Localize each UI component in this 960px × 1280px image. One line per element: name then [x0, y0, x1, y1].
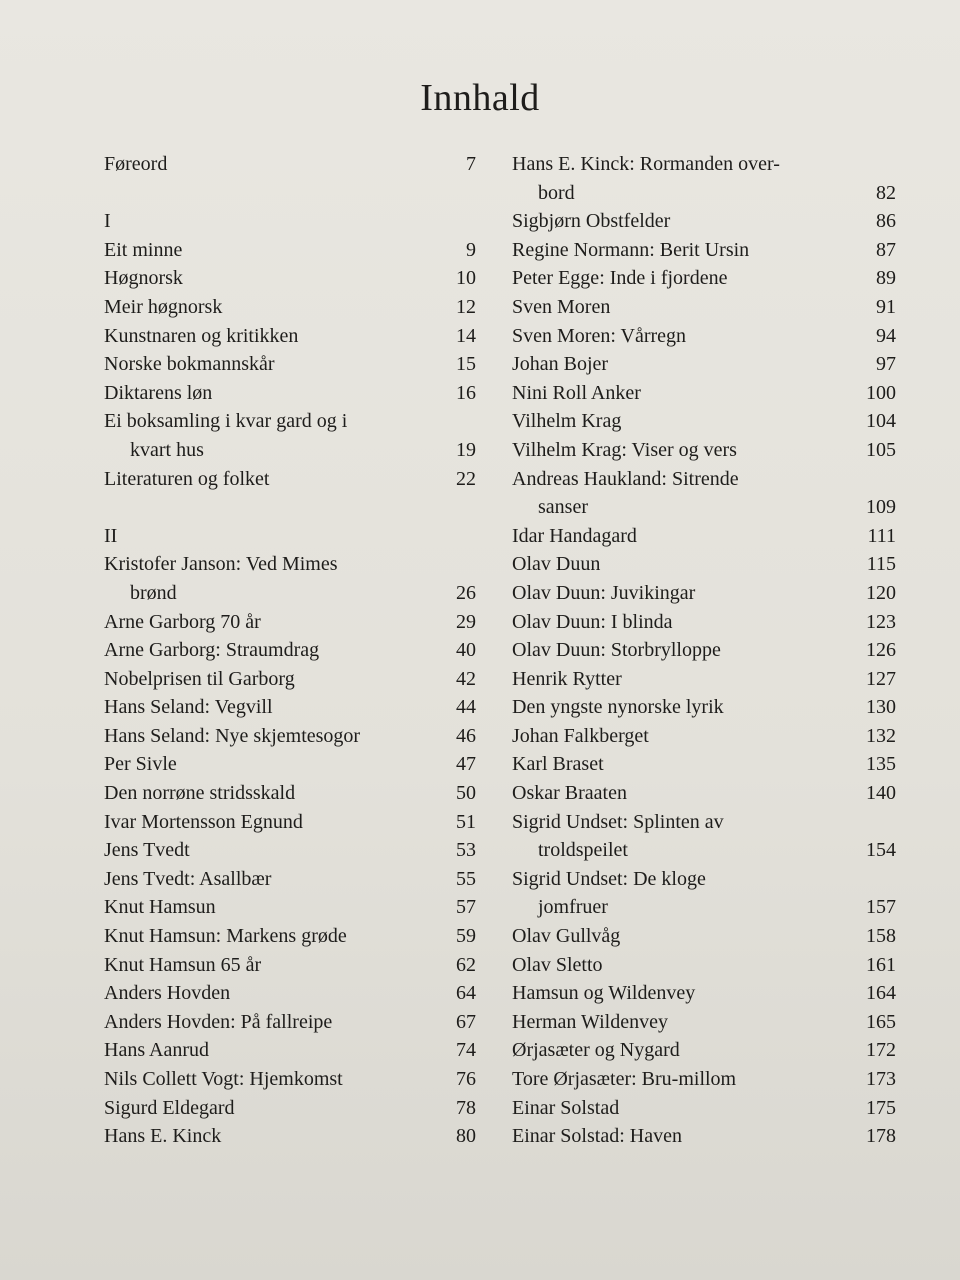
toc-entry: [512, 493, 896, 522]
toc-entry-page: 26: [456, 581, 476, 604]
toc-entry: [512, 722, 896, 751]
toc-entry-page: 10: [456, 267, 476, 290]
toc-entry: [512, 865, 896, 894]
toc-entry-page: 130: [866, 696, 896, 719]
toc-entry-title: Ørjasæter og Nygard: [512, 1039, 680, 1062]
toc-entry-page: 7: [466, 153, 476, 175]
toc-entry: [512, 836, 896, 865]
toc-entry: [104, 1065, 476, 1094]
toc-entry-page: 135: [866, 753, 896, 776]
toc-entry-title: Ei boksamling i kvar gard og i: [104, 410, 348, 433]
toc-entry-title: Sigurd Eldegard: [104, 1096, 235, 1119]
toc-entry-title: troldspeilet: [538, 839, 628, 862]
toc-entry: [512, 979, 896, 1008]
toc-entry-title: Knut Hamsun 65 år: [104, 953, 262, 976]
toc-entry-title: Meir høgnorsk: [104, 295, 223, 318]
toc-entry-page: 44: [456, 696, 476, 719]
toc-entry: [104, 1008, 476, 1037]
toc-entry-title: Sigrid Undset: Splinten av: [512, 810, 724, 833]
toc-entry: [512, 608, 896, 637]
toc-entry-title: Kristofer Janson: Ved Mimes: [104, 553, 338, 576]
toc-entry-title: jomfruer: [538, 896, 608, 919]
toc-entry-title: Idar Handagard: [512, 524, 637, 547]
toc-entry-page: 12: [456, 295, 476, 318]
toc-entry-title: Hans Seland: Vegvill: [104, 696, 273, 719]
toc-spacer: [104, 493, 476, 522]
toc-entry-page: 51: [456, 810, 476, 833]
toc-entry: [104, 579, 476, 608]
toc-entry: [104, 636, 476, 665]
toc-entry-title: Nini Roll Anker: [512, 381, 641, 404]
toc-entry-title: Herman Wildenvey: [512, 1010, 668, 1033]
toc-entry: [512, 1094, 896, 1123]
toc-entry-page: 14: [456, 324, 476, 347]
toc-entry-page: 40: [456, 639, 476, 662]
toc-entry-title: Arne Garborg 70 år: [104, 610, 261, 633]
toc-entry-page: 105: [866, 438, 896, 461]
toc-entry: [512, 436, 896, 465]
toc-entry-title: Diktarens løn: [104, 381, 213, 404]
toc-entry: [104, 150, 476, 179]
toc-entry-page: 22: [456, 467, 476, 490]
toc-entry-page: 109: [866, 496, 896, 519]
toc-entry-title: Literaturen og folket: [104, 467, 270, 490]
toc-entry: [104, 465, 476, 494]
toc-entry-page: 89: [876, 267, 896, 290]
toc-entry-title: Sven Moren: [512, 295, 611, 318]
toc-entry: [512, 636, 896, 665]
toc-entry: [104, 350, 476, 379]
toc-entry: [512, 1008, 896, 1037]
toc-entry-page: 64: [456, 982, 476, 1005]
toc-entry-page: 123: [866, 610, 896, 633]
toc-entry-title: Hans Aanrud: [104, 1039, 209, 1062]
toc-entry-page: 46: [456, 724, 476, 747]
toc-entry-title: Einar Solstad: [512, 1096, 620, 1119]
toc-column-right: [512, 150, 896, 1151]
toc-entry-page: 164: [866, 982, 896, 1005]
toc-entry-title: Johan Falkberget: [512, 724, 649, 747]
toc-entry: [104, 951, 476, 980]
toc-entry: [512, 951, 896, 980]
toc-entry-page: 175: [866, 1096, 896, 1119]
toc-entry-title: Olav Duun: I blinda: [512, 610, 673, 633]
toc-entry-page: 29: [456, 610, 476, 633]
toc-entry-page: 140: [866, 782, 896, 805]
toc-entry-title: kvart hus: [130, 438, 204, 461]
toc-entry: [512, 150, 896, 179]
toc-entry-page: 19: [456, 438, 476, 461]
toc-entry: [512, 750, 896, 779]
toc-entry: [512, 693, 896, 722]
toc-entry: [512, 407, 896, 436]
toc-entry-title: brønd: [130, 581, 177, 604]
toc-entry-page: 111: [867, 524, 896, 547]
toc-entry-title: Peter Egge: Inde i fjordene: [512, 267, 728, 290]
toc-section-heading: [104, 207, 476, 236]
toc-entry-title: Sigrid Undset: De kloge: [512, 867, 706, 890]
toc-spacer: [104, 179, 476, 208]
toc-entry-title: Hans E. Kinck: Rormanden over-: [512, 153, 780, 175]
toc-entry-title: Sigbjørn Obstfelder: [512, 210, 671, 233]
toc-entry-title: Vilhelm Krag: [512, 410, 622, 433]
toc-entry: [512, 550, 896, 579]
toc-entry: [104, 750, 476, 779]
toc-entry-page: 57: [456, 896, 476, 919]
toc-section-heading: [104, 522, 476, 551]
toc-entry-page: 78: [456, 1096, 476, 1119]
toc-entry-title: Føreord: [104, 153, 168, 175]
toc-entry-page: 42: [456, 667, 476, 690]
toc-entry-page: 100: [866, 381, 896, 404]
toc-entry-page: 132: [866, 724, 896, 747]
toc-entry-page: 115: [866, 553, 896, 576]
toc-entry: [104, 836, 476, 865]
toc-entry: [104, 722, 476, 751]
toc-entry: [512, 350, 896, 379]
toc-entry-title: Hans Seland: Nye skjemtesogor: [104, 724, 361, 747]
toc-entry: [512, 379, 896, 408]
toc-entry-title: bord: [538, 181, 575, 204]
toc-entry-page: 178: [866, 1125, 896, 1148]
toc-entry-title: Nobelprisen til Garborg: [104, 667, 295, 690]
toc-entry: [104, 893, 476, 922]
toc-entry: [512, 893, 896, 922]
toc-entry: [104, 608, 476, 637]
toc-entry-title: Hamsun og Wildenvey: [512, 982, 696, 1005]
toc-entry-title: Den norrøne stridsskald: [104, 782, 296, 805]
toc-entry-title: Den yngste nynorske lyrik: [512, 696, 724, 719]
toc-entry-page: 120: [866, 581, 896, 604]
toc-entry-title: Henrik Rytter: [512, 667, 622, 690]
toc-entry: [104, 264, 476, 293]
toc-entry-page: 127: [866, 667, 896, 690]
toc-entry-title: Per Sivle: [104, 753, 177, 776]
toc-entry: [512, 1122, 896, 1151]
page-title: Innhald: [420, 77, 540, 119]
toc-entry-page: 82: [876, 181, 896, 204]
toc-entry: [104, 293, 476, 322]
toc-entry-page: 47: [456, 753, 476, 776]
toc-entry: [104, 550, 476, 579]
toc-entry-title: Knut Hamsun: [104, 896, 216, 919]
toc-entry-page: 15: [456, 353, 476, 376]
toc-entry-title: Andreas Haukland: Sitrende: [512, 467, 739, 490]
toc-entry-title: Jens Tvedt: [104, 839, 190, 862]
toc-entry: [104, 236, 476, 265]
toc-entry: [104, 865, 476, 894]
toc-entry: [512, 665, 896, 694]
toc-entry-title: Nils Collett Vogt: Hjemkomst: [104, 1068, 343, 1090]
toc-entry-page: 76: [456, 1068, 476, 1090]
toc-entry-page: 67: [456, 1010, 476, 1033]
toc-entry-page: 80: [456, 1125, 476, 1148]
toc-entry-title: Oskar Braaten: [512, 782, 627, 805]
toc-entry: [512, 465, 896, 494]
toc-entry: [104, 979, 476, 1008]
toc-entry: [104, 922, 476, 951]
toc-entry-page: 74: [456, 1039, 476, 1062]
toc-entry: [104, 436, 476, 465]
toc-entry: [104, 693, 476, 722]
toc-entry: [512, 1036, 896, 1065]
toc-entry-title: Kunstnaren og kritikken: [104, 324, 299, 347]
toc-entry-title: Olav Duun: Juvikingar: [512, 581, 696, 604]
toc-entry: [104, 1122, 476, 1151]
toc-entry: [512, 579, 896, 608]
toc-entry: [104, 808, 476, 837]
toc-entry: [512, 522, 896, 551]
toc-entry-page: 9: [466, 238, 476, 261]
toc-entry: [512, 808, 896, 837]
toc-entry-title: Anders Hovden: [104, 982, 231, 1005]
toc-entry-title: II: [104, 524, 118, 547]
toc-entry-title: Hans E. Kinck: [104, 1125, 222, 1148]
toc-entry-page: 165: [866, 1010, 896, 1033]
toc-entry-title: sanser: [538, 496, 588, 519]
toc-entry-page: 172: [866, 1039, 896, 1062]
toc-column-left: [104, 150, 476, 1151]
toc-entry: [512, 293, 896, 322]
toc-entry: [512, 779, 896, 808]
toc-entry-title: Anders Hovden: På fallreipe: [104, 1010, 333, 1033]
toc-entry-title: Eit minne: [104, 238, 183, 261]
toc-entry: [104, 379, 476, 408]
toc-entry-page: 158: [866, 925, 896, 948]
toc-entry-page: 91: [876, 295, 896, 318]
toc-entry-title: Johan Bojer: [512, 353, 609, 376]
toc-entry: [512, 207, 896, 236]
toc-entry-title: Olav Gullvåg: [512, 925, 621, 948]
toc-entry-title: Tore Ørjasæter: Bru-millom: [512, 1068, 737, 1090]
toc-entry-page: 62: [456, 953, 476, 976]
toc-entry-title: Sven Moren: Vårregn: [512, 324, 687, 347]
toc-entry-page: 16: [456, 381, 476, 404]
toc-entry-title: Knut Hamsun: Markens grøde: [104, 925, 347, 948]
toc-entry: [104, 407, 476, 436]
toc-entry-title: Jens Tvedt: Asallbær: [104, 867, 272, 890]
toc-entry-page: 161: [866, 953, 896, 976]
toc-entry-title: Vilhelm Krag: Viser og vers: [512, 438, 737, 461]
toc-entry: [104, 1036, 476, 1065]
toc-entry-page: 154: [866, 839, 896, 862]
toc-entry: [104, 665, 476, 694]
toc-entry: [512, 179, 896, 208]
toc-entry: [512, 922, 896, 951]
toc-entry-title: Arne Garborg: Straumdrag: [104, 639, 320, 662]
toc-entry-page: 55: [456, 867, 476, 890]
toc-entry-page: 173: [866, 1068, 896, 1090]
toc-entry-title: Høgnorsk: [104, 267, 183, 290]
toc-entry-page: 104: [866, 410, 896, 433]
toc-entry: [512, 1065, 896, 1094]
toc-entry: [512, 322, 896, 351]
toc-entry: [104, 779, 476, 808]
toc-entry-page: 53: [456, 839, 476, 862]
toc-entry-title: Olav Duun: Storbrylloppe: [512, 639, 721, 662]
toc-entry-page: 87: [876, 238, 896, 261]
toc-entry-page: 126: [866, 639, 896, 662]
toc-entry: [104, 322, 476, 351]
toc-entry-title: Olav Sletto: [512, 953, 603, 976]
toc-entry-page: 59: [456, 925, 476, 948]
toc-entry-title: I: [104, 210, 111, 233]
toc-entry: [512, 264, 896, 293]
toc-entry-page: 50: [456, 782, 476, 805]
toc-entry-page: 97: [876, 353, 896, 376]
toc-entry: [104, 1094, 476, 1123]
toc-entry-title: Ivar Mortensson Egnund: [104, 810, 303, 833]
toc-entry-page: 157: [866, 896, 896, 919]
toc-entry: [512, 236, 896, 265]
toc-entry-title: Regine Normann: Berit Ursin: [512, 238, 750, 261]
toc-entry-title: Einar Solstad: Haven: [512, 1125, 682, 1148]
toc-entry-page: 86: [876, 210, 896, 233]
toc-entry-title: Olav Duun: [512, 553, 601, 576]
toc-entry-title: Karl Braset: [512, 753, 604, 776]
toc-entry-page: 94: [876, 324, 896, 347]
toc-entry-title: Norske bokmannskår: [104, 353, 275, 376]
